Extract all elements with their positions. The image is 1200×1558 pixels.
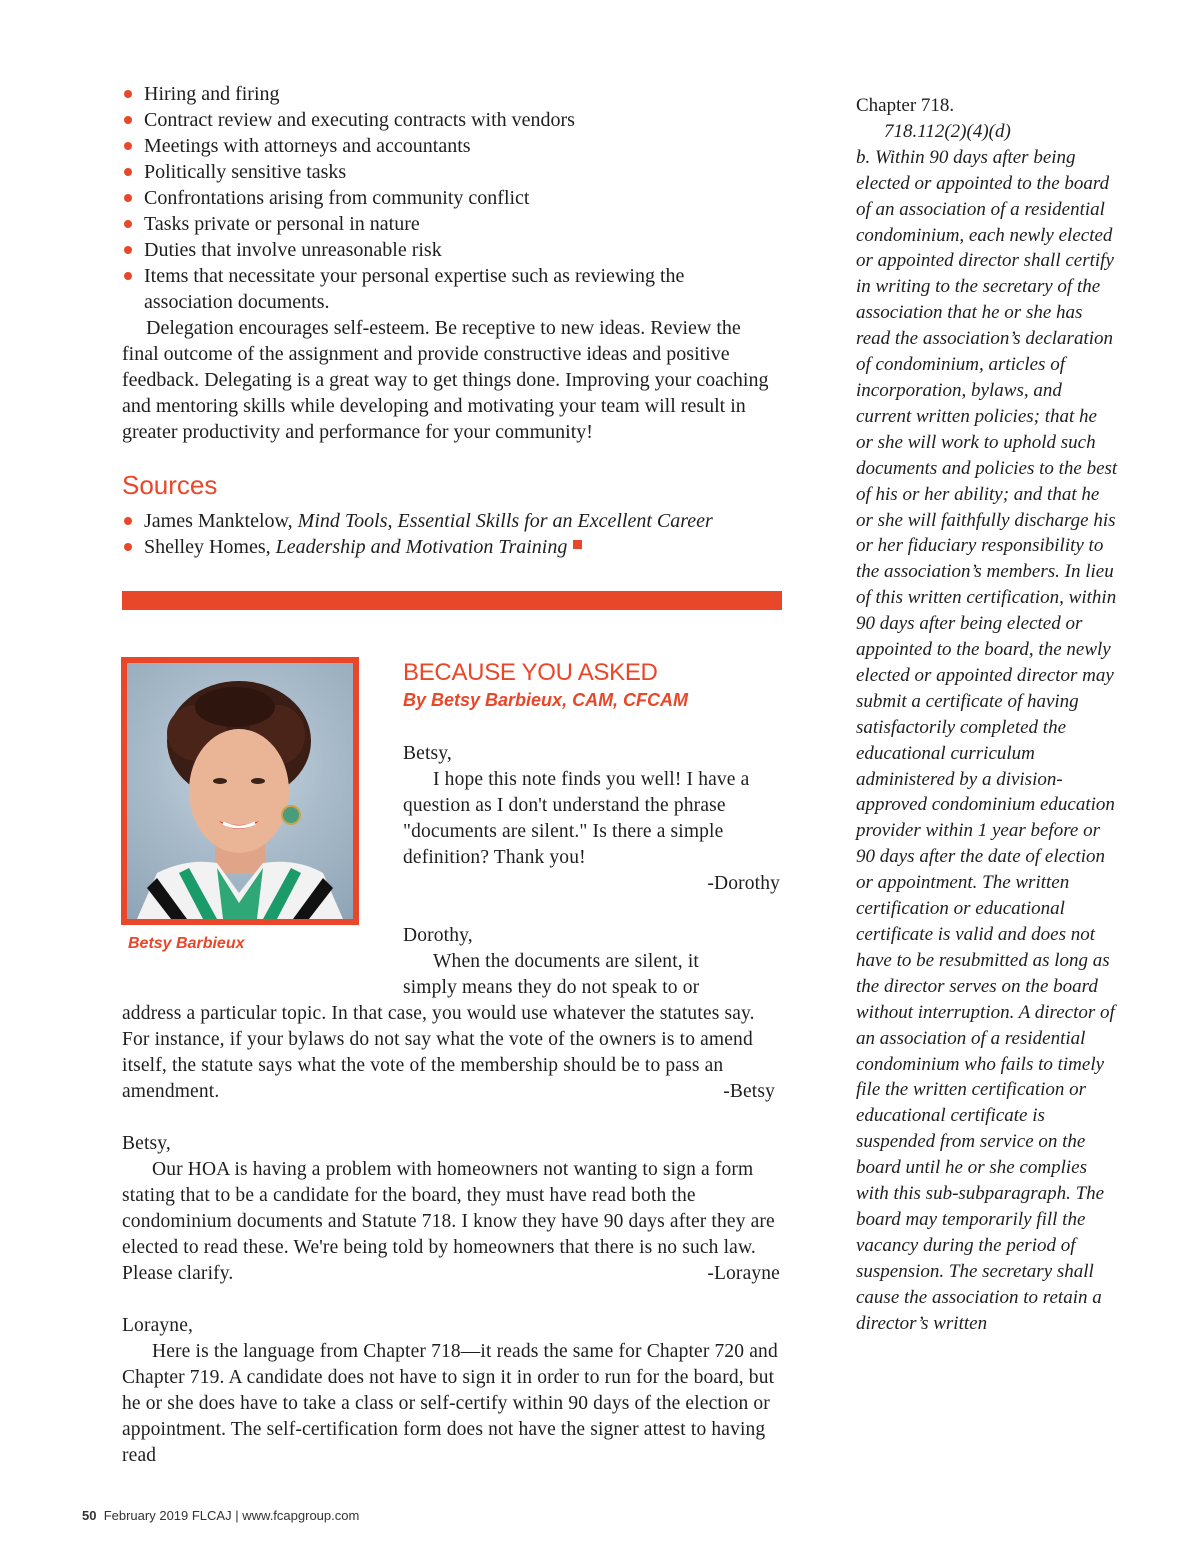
- author-photo-frame: [121, 657, 359, 925]
- answer-1-top: [403, 923, 780, 1001]
- signature: -Lorayne: [707, 1263, 780, 1284]
- answer-1-body: [122, 1001, 780, 1105]
- sources-heading: Sources: [122, 470, 218, 500]
- list-item: Hiring and firing: [122, 81, 782, 107]
- question-body: I hope this note finds you well! I have a question as I don't understand the phrase "documents are silent." Is there a simple definition? Thank you!: [403, 769, 750, 868]
- source-author: Shelley Homes,: [144, 536, 276, 558]
- bullet-icon: [124, 543, 132, 551]
- list-item: Duties that involve unreasonable risk: [122, 237, 782, 263]
- question-1: [403, 741, 780, 897]
- salutation: Betsy,: [403, 743, 452, 764]
- footer-separator: |: [235, 1508, 239, 1523]
- list-item: Contract review and executing contracts with vendors: [122, 107, 782, 133]
- source-title: Mind Tools, Essential Skills for an Excellent Career: [297, 510, 713, 532]
- source-author: James Manktelow,: [144, 510, 298, 532]
- list-item: Confrontations arising from community conflict: [122, 185, 782, 211]
- statute-text: b. Within 90 days after being elected or appointed to the board of an association of a residential condominium, each newly elected or appointed director shall certify in writing to the secretary of the association that he or she has read the association’s declaration of condominium, articles of incorporation, bylaws, and current written policies; that he or she will work to uphold such documents and policies to the best of his or her ability; and that he or she will faithfully discharge his or her fiduciary responsibility to the association’s members. In lieu of this written certification, within 90 days after being elected or appointed to the board, the newly elected or appointed director may submit a certificate of having satisfactorily completed the educational curriculum administered by a division-approved condominium education provider within 1 year before or 90 days after the date of election or appointment. The written certification or educational certificate is valid and does not have to be resubmitted as long as the director serves on the board without interruption. A director of an association of a residential condominium who fails to timely file the written certification or educational certificate is suspended from service on the board until he or she complies with this sub-subparagraph. The board may temporarily fill the vacancy during the period of suspension. The secretary shall cause the association to retain a director’s written: [856, 146, 1118, 1334]
- signature: -Betsy: [723, 1081, 775, 1102]
- bullet-icon: [124, 168, 132, 176]
- page-number: 50: [82, 1508, 97, 1523]
- page-footer: [82, 1508, 359, 1523]
- answer-2: [122, 1313, 780, 1469]
- photo-caption: Betsy Barbieux: [128, 935, 245, 952]
- salutation: Lorayne,: [122, 1315, 194, 1336]
- question-body: Our HOA is having a problem with homeowners not wanting to sign a form stating that to be a candidate for the board, they must have read both the condominium documents and Statute 718. I know they have 90 days after they are elected to read these. We're being told by homeowners that there is no such law. Please clarify. -Lorayne: [122, 1157, 784, 1287]
- bullet-icon: [124, 272, 132, 280]
- delegation-exceptions-list: [122, 81, 782, 315]
- column-title: BECAUSE YOU ASKED: [403, 659, 658, 686]
- list-item: Meetings with attorneys and accountants: [122, 133, 782, 159]
- source-title: Leadership and Motivation Training: [275, 536, 568, 558]
- sources-list: [122, 508, 782, 560]
- answer-body: Here is the language from Chapter 718—it reads the same for Chapter 720 and Chapter 719. A candidate does not have to sign it in order to run for the board, but he or she does have to take a class or self-certify within 90 days of the election or appointment. The self-certification form does not have the signer attest to having read: [122, 1341, 778, 1466]
- delegation-paragraph: Delegation encourages self-esteem. Be receptive to new ideas. Review the final outcome of the assignment and provide constructive ideas and positive feedback. Delegating is a great way to get things done. Improving your coaching and mentoring skills while developing and motivating your team will result in greater productivity and performance for your community!: [122, 317, 769, 443]
- salutation: Dorothy,: [403, 925, 473, 946]
- source-item: [122, 508, 782, 534]
- list-item: Tasks private or personal in nature: [122, 211, 782, 237]
- question-2: [122, 1131, 784, 1287]
- statute-citation: 718.112(2)(4)(d): [884, 120, 1011, 142]
- answer-body: address a particular topic. In that case, you would use whatever the statutes say. For instance, if your bylaws do not say what the vote of the owners is to amend itself, the statute says what the vote of the membership should be to pass an amendment. -Betsy: [122, 1001, 780, 1105]
- portrait-illustration: [127, 663, 353, 919]
- column-byline: By Betsy Barbieux, CAM, CFCAM: [403, 690, 689, 710]
- bullet-icon: [124, 194, 132, 202]
- list-item: Politically sensitive tasks: [122, 159, 782, 185]
- bullet-icon: [124, 220, 132, 228]
- statute-column: [856, 93, 1118, 1337]
- end-mark-icon: [573, 540, 582, 549]
- source-item: [122, 534, 782, 560]
- bullet-icon: [124, 246, 132, 254]
- salutation: Betsy,: [122, 1133, 171, 1154]
- author-photo: [127, 663, 353, 919]
- section-divider: [122, 591, 782, 610]
- answer-line: When the documents are silent, it: [433, 951, 699, 972]
- bullet-icon: [124, 142, 132, 150]
- bullet-icon: [124, 90, 132, 98]
- site-url: www.fcapgroup.com: [242, 1508, 360, 1523]
- issue-label: February 2019 FLCAJ: [103, 1508, 232, 1523]
- list-item: Items that necessitate your personal expertise such as reviewing the association documents.: [122, 263, 782, 315]
- answer-line: simply means they do not speak to or: [403, 977, 700, 998]
- bullet-icon: [124, 517, 132, 525]
- chapter-label: Chapter 718.: [856, 95, 955, 116]
- signature: -Dorothy: [707, 873, 780, 894]
- bullet-icon: [124, 116, 132, 124]
